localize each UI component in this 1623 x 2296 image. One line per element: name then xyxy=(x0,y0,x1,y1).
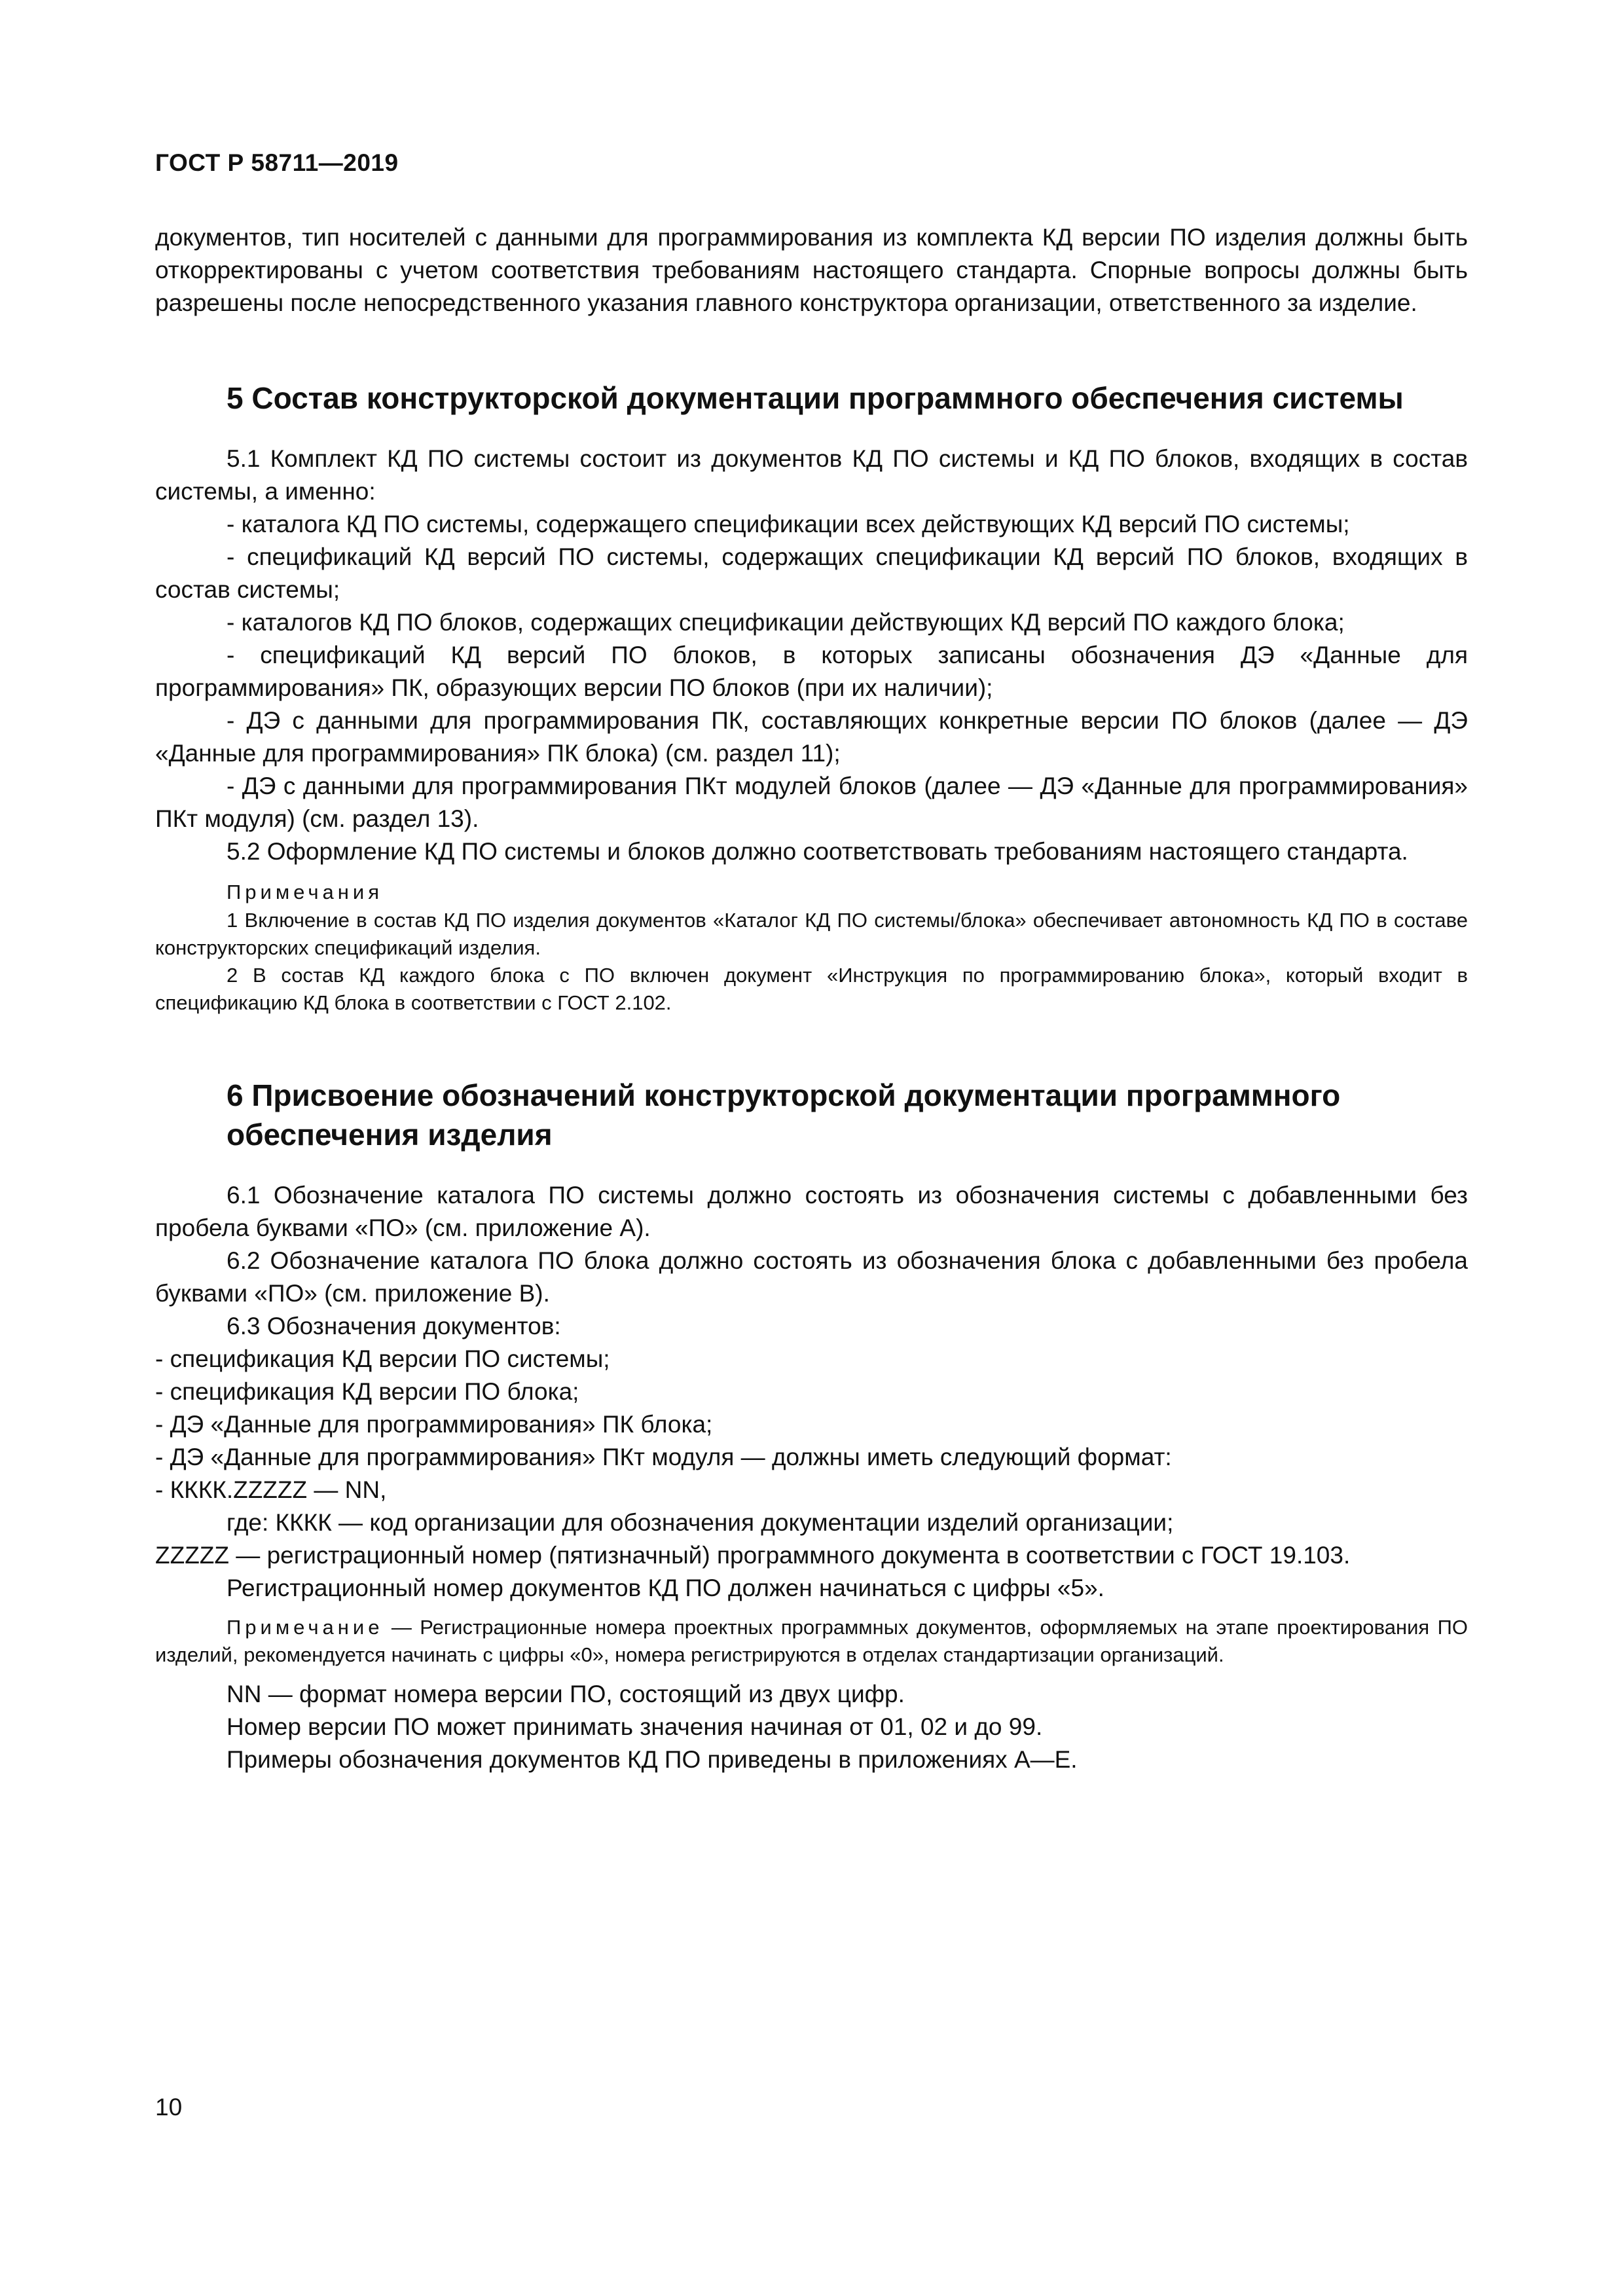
page-content xyxy=(155,221,1468,1776)
list-item: - ДЭ «Данные для программирования» ПК блока; xyxy=(155,1411,713,1438)
notes-title: Примечания xyxy=(227,881,383,903)
list-item: - спецификация КД версии ПО системы; xyxy=(155,1345,610,1372)
examples-reference: Примеры обозначения документов КД ПО приведены в приложениях А—Е. xyxy=(227,1746,1078,1773)
where-org-code: где: КККК — код организации для обозначения документации изделий организации; xyxy=(227,1509,1174,1536)
list-item: - каталога КД ПО системы, содержащего спецификации всех действующих КД версий ПО системы; xyxy=(227,511,1350,538)
section-6-heading: 6 Присвоение обозначений конструкторской документации программного обеспечения изделия xyxy=(227,1078,1341,1152)
clause-5-1: 5.1 Комплект КД ПО системы состоит из документов КД ПО системы и КД ПО блоков, входящих в состав системы, а именно: xyxy=(155,445,1468,505)
list-item: - спецификаций КД версий ПО системы, содержащих спецификации КД версий ПО блоков, входящих в состав системы; xyxy=(155,543,1468,603)
clause-6-1: 6.1 Обозначение каталога ПО системы должно состоять из обозначения системы с добавленными без пробела буквами «ПО» (см. приложение А). xyxy=(155,1182,1468,1241)
note-text: — Регистрационные номера проектных программных документов, оформляемых на этапе проектирования ПО изделий, рекомендуется начинать с цифры «0», номера регистрируются в отделах стандартизации организаций. xyxy=(155,1616,1468,1666)
list-item: - спецификаций КД версий ПО блоков, в которых записаны обозначения ДЭ «Данные для программирования» ПК, образующих версии ПО блоков (при их наличии); xyxy=(155,642,1468,701)
list-item: - ДЭ «Данные для программирования» ПКт модуля — должны иметь следующий формат: xyxy=(155,1444,1172,1470)
list-item: - КККК.ZZZZZ — NN, xyxy=(155,1476,387,1503)
list-item: - ДЭ с данными для программирования ПК, составляющих конкретные версии ПО блоков (далее — ДЭ «Данные для программирования» ПК блока) (см. раздел 11); xyxy=(155,707,1468,767)
list-item: - каталогов КД ПО блоков, содержащих спецификации действующих КД версий ПО каждого блока; xyxy=(227,609,1345,636)
where-reg-number: ZZZZZ — регистрационный номер (пятизначный) программного документа в соответствии с ГОСТ 19.103. xyxy=(155,1542,1351,1569)
clause-6-3: 6.3 Обозначения документов: xyxy=(227,1313,561,1339)
section-5-heading: 5 Состав конструкторской документации программного обеспечения системы xyxy=(227,381,1404,415)
note-1: 1 Включение в состав КД ПО изделия документов «Каталог КД ПО системы/блока» обеспечивает автономность КД ПО в составе конструкторских спецификаций изделия. xyxy=(155,909,1468,959)
document-header: ГОСТ Р 58711—2019 xyxy=(155,149,399,176)
note-registration xyxy=(155,1614,1468,1669)
list-item: - спецификация КД версии ПО блока; xyxy=(155,1378,579,1405)
list-item: - ДЭ с данными для программирования ПКт модулей блоков (далее — ДЭ «Данные для программирования» ПКт модуля) (см. раздел 13). xyxy=(155,773,1468,832)
reg-number-rule: Регистрационный номер документов КД ПО должен начинаться с цифры «5». xyxy=(227,1575,1104,1601)
clause-5-2: 5.2 Оформление КД ПО системы и блоков должно соответствовать требованиям настоящего стандарта. xyxy=(227,838,1408,865)
page-number: 10 xyxy=(155,2094,183,2121)
nn-format: NN — формат номера версии ПО, состоящий из двух цифр. xyxy=(227,1681,905,1707)
intro-paragraph: документов, тип носителей с данными для программирования из комплекта КД версии ПО изделия должны быть откорректированы с учетом соответствия требованиям настоящего стандарта. Спорные вопросы должны быть разрешены после непосредственного указания главного конструктора организации, ответственного за изделие. xyxy=(155,224,1468,316)
note-label: Примечание xyxy=(227,1616,384,1639)
note-2: 2 В состав КД каждого блока с ПО включен документ «Инструкция по программированию блока», который входит в спецификацию КД блока в соответствии с ГОСТ 2.102. xyxy=(155,964,1468,1014)
clause-6-2: 6.2 Обозначение каталога ПО блока должно состоять из обозначения блока с добавленными без пробела буквами «ПО» (см. приложение В). xyxy=(155,1247,1468,1307)
version-range: Номер версии ПО может принимать значения начиная от 01, 02 и до 99. xyxy=(227,1713,1043,1740)
